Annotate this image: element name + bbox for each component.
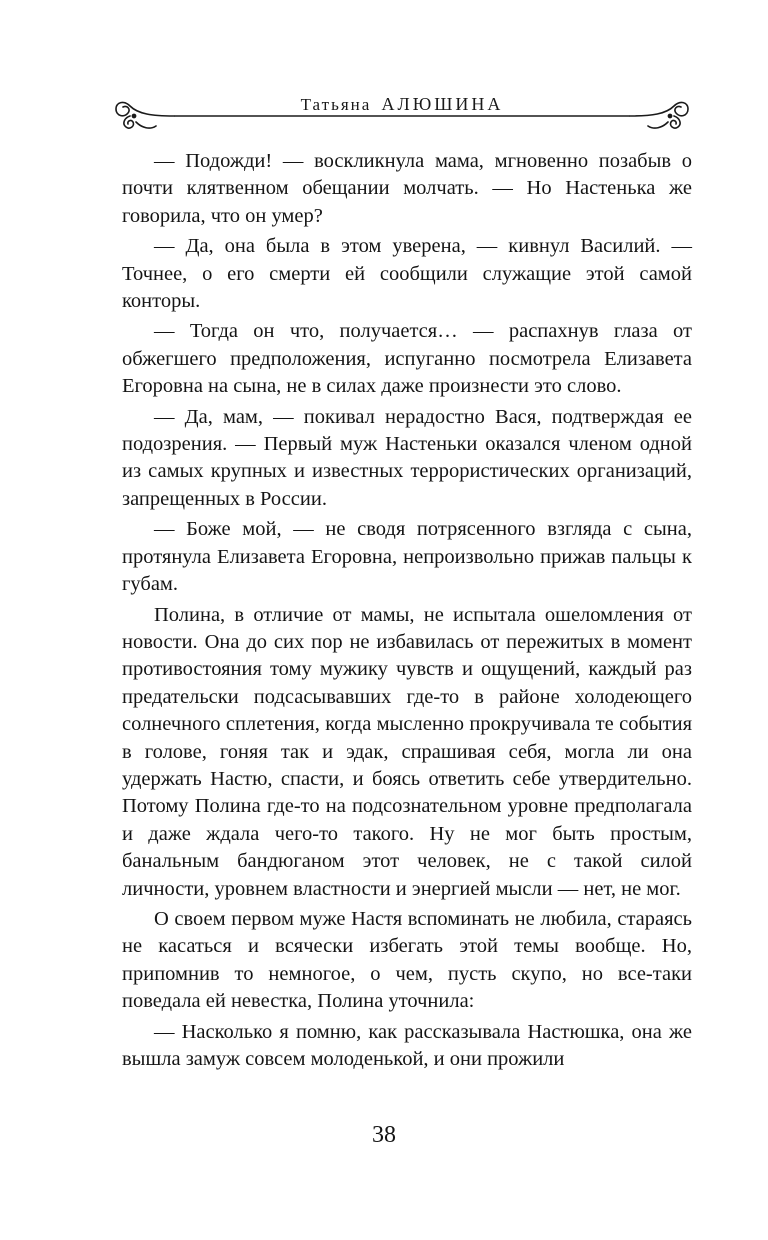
page-number: 38 xyxy=(372,1122,396,1148)
author-first-name: Татьяна xyxy=(300,95,372,114)
author-last-name: АЛЮШИНА xyxy=(381,94,504,114)
paragraph: О своем первом муже Настя вспоминать не любила, стараясь не касаться и всячески избегать этой темы вообще. Но, припомнив то немногое, о чем, пусть скупо, но все-таки поведала ей невестка, Полина уточнила: xyxy=(122,907,692,1013)
running-header xyxy=(112,92,692,142)
paragraph: — Боже мой, — не сводя потрясенного взгляда с сына, протянула Елизавета Егоровна, непроизвольно прижав пальцы к губам. xyxy=(122,518,692,596)
paragraph: — Подожди! — воскликнула мама, мгновенно позабыв о почти клятвенном обещании молчать. — Но Настенька же говорила, что он умер? xyxy=(122,150,692,227)
paragraph: Полина, в отличие от мамы, не испытала ошеломления от новости. Она до сих пор не избавилась от пережитых в момент противостояния тому мужику чувств и ощущений, каждый раз предательски подсасывавших где-то в районе холодеющего солнечного сплетения, когда мысленно прокручивала те события в голове, гоняя так и эдак, спрашивая себя, могла ли она удержать Настю, спасти, и боясь ответить себе утвердительно. Потому Полина где-то на подсознательном уровне предполагала и даже ждала чего-то такого. Ну не мог быть простым, банальным бандюганом этот человек, не с такой силой личности, уровнем властности и энергией мысли — нет, не мог. xyxy=(122,603,692,900)
paragraph: — Насколько я помню, как рассказывала Настюшка, она же вышла замуж совсем молоденькой, и они прожили xyxy=(122,1020,692,1070)
paragraph: — Тогда он что, получается… — распахнув глаза от обжегшего предположения, испуганно посмотрела Елизавета Егоровна на сына, не в силах даже произнести это слово. xyxy=(122,320,692,398)
paragraph: — Да, она была в этом уверена, — кивнул Василий. — Точнее, о его смерти ей сообщили служащие этой самой конторы. xyxy=(122,235,692,313)
body-text xyxy=(122,148,692,1073)
running-head-author xyxy=(112,94,692,115)
paragraph: — Да, мам, — покивал нерадостно Вася, подтверждая ее подозрения. — Первый муж Настеньки оказался членом одной из самых крупных и известных террористических организаций, запрещенных в России. xyxy=(122,405,692,510)
